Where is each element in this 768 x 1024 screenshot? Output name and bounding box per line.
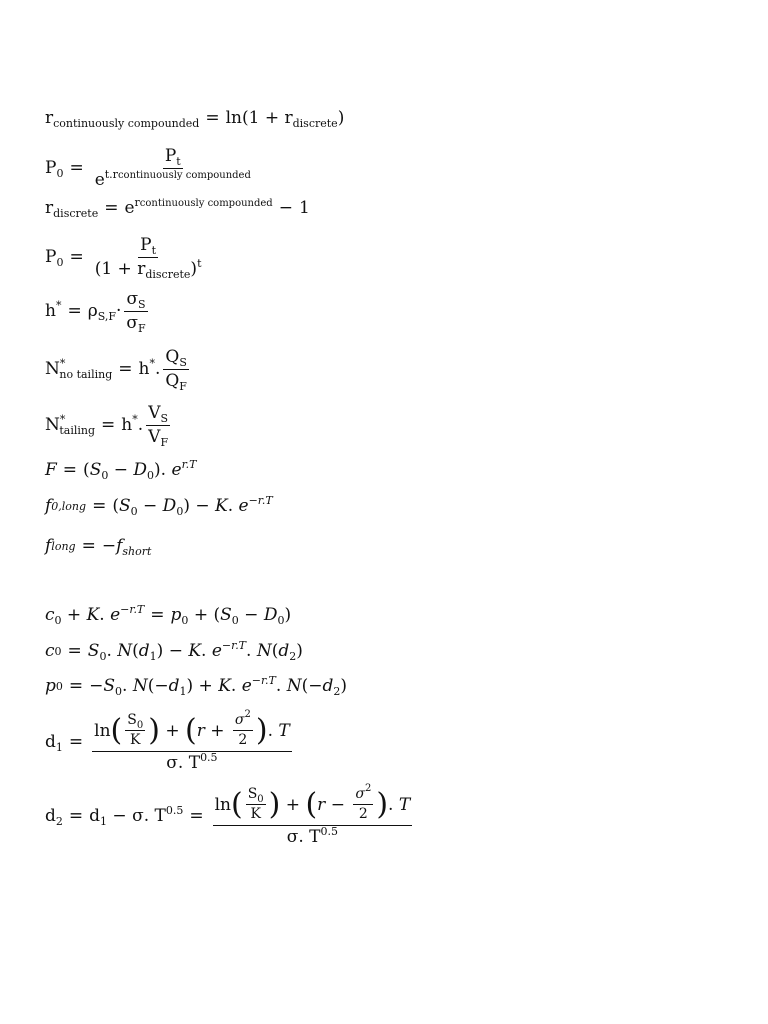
eq-call-price: c 0 = $S_0$. $N(d_1) - K$. $e^{-r.T}$. $N(d_2)$ (45, 639, 303, 663)
eq-d2: $d_2$ = $d_1 - \sigma$. $T^{0.5}$ = ln ( $\frac{S_0}{K}$ ) + ( r − $\frac{\sigma^2}{2}$ ) . T σ. $T^{0.5}$ (45, 783, 411, 847)
eq-forward-price: F = $(S_0 - D_0)$. $e^{r.T}$ (45, 458, 197, 482)
eq-present-value-discrete: $P_0$ = $\frac{P_t}{(1 + r_{discrete})^t}$ (45, 235, 202, 281)
eq-d1: $d_1$ = ln ( $\frac{S_0}{K}$ ) + ( r + $\frac{\sigma^2}{2}$ ) . T σ. $T^{0.5}$ (45, 709, 290, 773)
eq-contracts-tailing: $N^*_{tailing}$ = h*. $\frac{V_S}{V_F}$ (45, 403, 169, 449)
eq-discrete-rate: $r_{discrete}$ = $e^{rcontinuously compounded}$ − 1 (45, 196, 310, 220)
eq-forward-value-long: f 0,long = $(S_0 - D_0) - K$. $e^{-r.T}$ (45, 494, 273, 518)
eq-hedge-ratio: h* = $\rho_{S,F}\cdot$ $\frac{\sigma_S}{\sigma_F}$ (45, 289, 146, 335)
eq-long-short: f long = $-f_{short}$ (45, 536, 152, 558)
eq-put-price: p 0 = $-S_0$. $N(-d_1) + K$. $e^{-r.T}$. $N(-d_2)$ (45, 674, 347, 698)
eq-continuous-rate: $r_{continuously compounded}$ = $\ln(1 + r_{discrete})$ (45, 108, 345, 130)
eq-put-call-parity: $c_0 + K$. $e^{-r.T}$ = $p_0 + (S_0 - D_0)$ (45, 603, 292, 627)
eq-present-value-continuous: $P_0$ = $\frac{P_t}{e^{t.rcontinuously compounded}}$ (45, 146, 251, 190)
eq-contracts-no-tailing: $N^*_{no tailing}$ = h*. $\frac{Q_S}{Q_F}$ (45, 347, 187, 393)
